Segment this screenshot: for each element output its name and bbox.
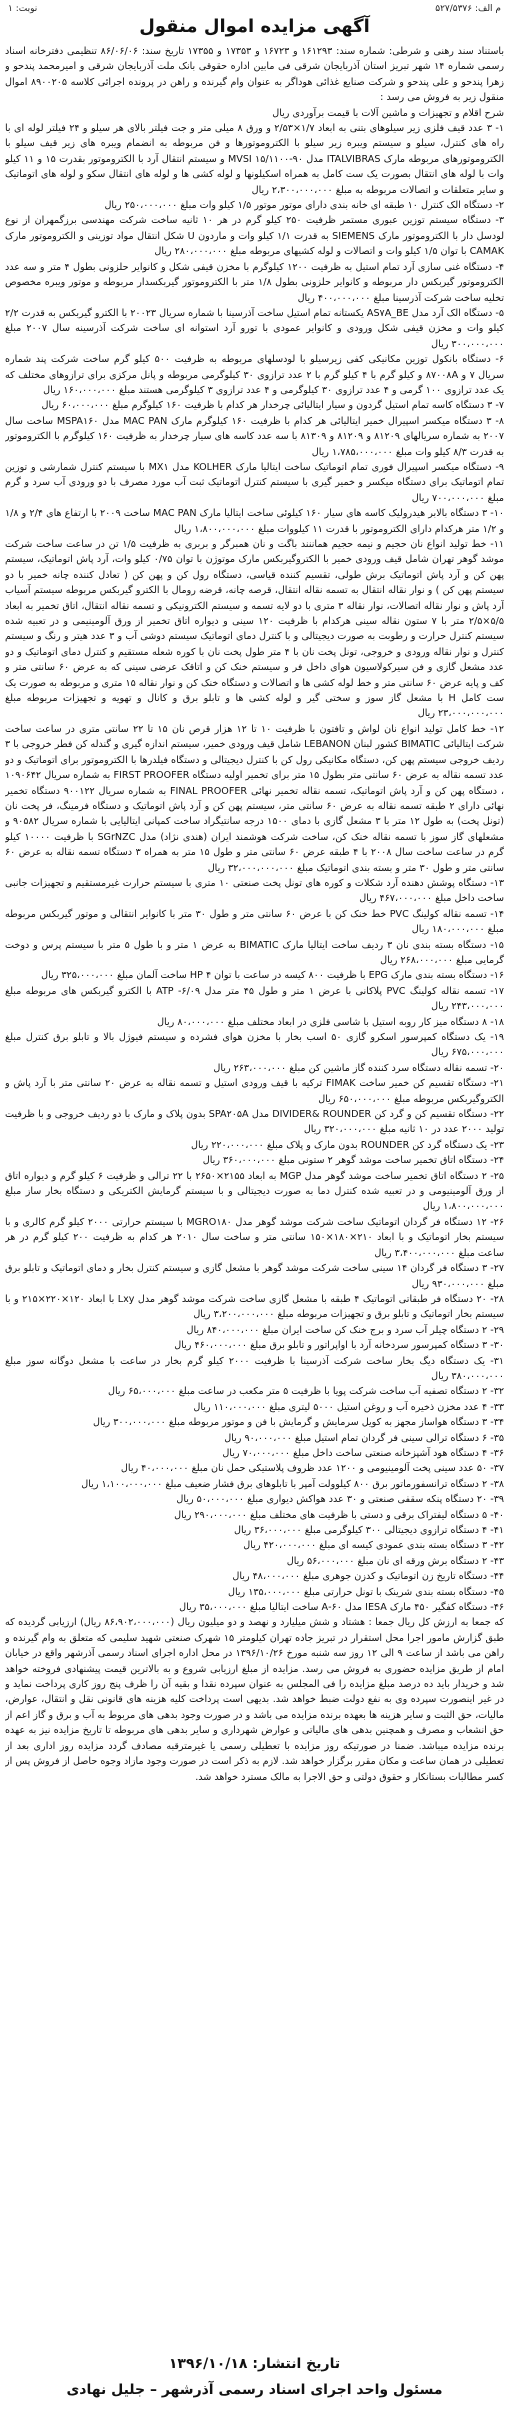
item-paragraph: ۱۶- دستگاه بسته بندی مارک EPG با ظرفیت ۸۰۰ کیسه در ساعت با توان ۴ HP ساخت آلمان مبلغ ۳۲۵،۰۰۰،۰۰۰ ریال — [41, 970, 504, 982]
item-paragraph: ۴۵- دستگاه بسته بندی شرینک با تونل حرارتی مبلغ ۱۳۵،۰۰۰،۰۰۰ ریال — [227, 1586, 504, 1598]
item-paragraph: ۳- دستگاه سیستم توزین عبوری مستمر ظرفیت ۲۵۰ کیلو گرم در هر ۱۰ ثانیه ساخت شرکت مهندسی برزگمهران از نوع لودسل دار با الکتروموتور مارک SIEMENS به قدرت ۱/۱ کیلو وات و ماردون U شکل انتقال مواد توزینی و الکتروموتور مارک CAMAK با توان ۱/۵ کیلو وات و اتصالات و لوله کشیهای مربوطه مبلغ ۲۸۰،۰۰۰،۰۰۰ ریال — [5, 215, 504, 258]
item-paragraph: ۲۸- ۲۰ دستگاه فر طبقاتی اتوماتیک ۴ طبقه با مشعل گازی ساخت شرکت موشد گوهر مدل Lxy با ابعاد ۱۲۰×۲۲۰×۲۱۵ و با سیستم بخار اتوماتیک و تابلو برق و تجهیزات مربوطه مبلغ ۳،۲۰۰،۰۰۰،۰۰۰ ریال — [5, 1293, 504, 1321]
item-paragraph: ۵- دستگاه الک آرد مدل AS۷A_BE یکستانه تمام استیل ساخت آذرسینا با شماره سریال ۲۰۰۲۳ با الکترو گیربکس به قدرت ۲/۲ کیلو وات و مخزن قیفی شکل ورودی و کانوایر عمودی با تورو آرد استوانه ای ساخت شرکت آذرسینه سال ۲۰۰۷ مبلغ ۳۰۰،۰۰۰،۰۰۰ ریال — [5, 307, 504, 350]
item-paragraph: ۷- ۳ دستگاه کاسه تمام استیل گردون و سیار ایتالیائی چرخدار هر کدام با ظرفیت ۱۶۰ کیلوگرم مبلغ ۶۰،۰۰۰،۰۰۰ ریال — [41, 400, 504, 412]
item-paragraph: ۲۳- یک دستگاه گرد کن ROUNDER بدون مارک و پلاک مبلغ ۲۲۰،۰۰۰،۰۰۰ ریال — [190, 1139, 504, 1151]
item-paragraph: ۶- دستگاه بانکول توزین مکانیکی کفی زیرسیلو با لودسلهای مربوطه به ظرفیت ۵۰۰ کیلو گرم ساخت شرکت پند شماره سریال ۷ و ۸۷۰۰۸A و کیلو گرم با ۴ کیلو گرم با ۲ عدد ترازوی ۳۰ کیلوگرمی مربوطه و پانل مرکزی برای ترازوهای مختلف که یک عدد ترازوی ۱۰۰ گرمی و ۴ عدد ترازوی ۳۰ کیلوگرمی و ۴ عدد ترازوی ۳ کیلوگرمی هستند مبلغ ۱۶۰،۰۰۰،۰۰۰ ریال — [5, 354, 504, 396]
item-paragraph: ۱۳- دستگاه پوشش دهنده آرد شکلات و کوره های تونل پخت صنعتی ۱۰ متری با سیستم حرارت غیرمستقیم و تجهیزات جانبی ساخت داخل مبلغ ۴۶۷،۰۰۰،۰۰۰ ریال — [5, 877, 504, 905]
intro-paragraph: باستناد سند رهنی و شرطی: شماره سند: ۱۶۱۲۹۳ و ۱۶۷۲۳ و ۱۷۳۵۳ و ۱۷۳۵۵ تاریخ سند: ۸۶/۰۶/۰۶ تنظیمی دفترخانه اسناد رسمی شماره ۱۴ شهر تبریز استان آذربایجان شرقی فی مابین اداره حقوقی بانک ملت آذربایجان شرقی و امیرمحمد پندحو و زهرا پندحو و علی پندحو و شرکت صنایع غذائی هوداگر به عنوان وام گیرنده و راهن در پرونده اجرائی کلاسه ۸۹۰۰۲۰۵ اموال منقول زیر به فروش می رسد : — [5, 46, 504, 104]
item-paragraph: ۳۸- ۲ دستگاه ترانسفورماتور برق ۸۰۰ کیلوولت آمپر با تابلوهای برق فشار ضعیف مبلغ ۱،۱۰۰،۰۰۰،۰۰۰ ریال — [81, 1478, 504, 1490]
item-paragraph: ۲۶- ۱۲ دستگاه فر گردان اتوماتیک ساخت شرکت موشد گوهر مدل MGRO۱۸۰ با سیستم حرارتی ۲۰۰۰ کیلو گرم کالری و با سیستم بخار اتوماتیک و با ابعاد ۲۱۰×۱۸۰×۱۵۰ سانتی متر و ساخت سال ۲۰۱۰ هر کدام به ظرفیت ۲۰۰ کیلو گرم در هر ساعت مبلغ ۳،۴۰۰،۰۰۰،۰۰۰ ریال — [5, 1216, 504, 1259]
item-paragraph: ۲۱- دستگاه تقسیم کن خمیر ساخت FIMAK ترکیه با قیف ورودی استیل و تسمه نقاله به عرض ۲۰ سانتی متر با آرد پاش و الکتروگیربکس مربوطه مبلغ ۶۵۰،۰۰۰،۰۰۰ ریال — [5, 1078, 504, 1105]
item-paragraph: ۱- ۳ عدد قیف فلزی زیر سیلوهای بتنی به ابعاد ۱/۷×۲/۵۳ و ورق ۸ میلی متر و جت فیلتر بالای هر سیلو و ۲۴ فیلتر لوله ای با راه های کنترل، سیلو و سیستم ویبره زیر سیلو با الکتروموتورها و فن مربوطه به انضمام ویبره های زیر قیف سیلو با الکتروموتورهای مربوطه مارک ITALVIBRAS مدل MVSI ۱۵/۱۱۰۰-۹۰ و سیستم انتقال آرد با الکتروموتور بقدرت ۱۵ و ۱۱ کیلو وات با لوله های انتقال بصورت یک ست کامل به همراه اسکیلونها و لوله کشی ها و لوله های انتقال سکو و لوله های اتوماتیک و سایر متعلقات و اتصالات مربوطه به مبلغ ۲،۳۰۰،۰۰۰،۰۰۰ ریال — [5, 123, 504, 196]
item-paragraph: ۲۴- دستگاه اتاق تخمیر ساخت موشد گوهر ۲ ستونی مبلغ ۳۶۰،۰۰۰،۰۰۰ ریال — [202, 1155, 504, 1167]
item-paragraph: ۲۹- ۲ دستگاه چیلر آب سرد و برج خنک کن ساخت ایران مبلغ ۸۴۰،۰۰۰،۰۰۰ ریال — [186, 1324, 504, 1336]
item-paragraph: ۱۲- خط کامل تولید انواع نان لواش و تافتون با ظرفیت ۱۰ تا ۱۲ هزار قرص نان ۱۵ تا ۲۲ سانتی متری در ساعت ساخت شرکت ایتالیائی BIMATIC کشور لبنان LEBANON شامل قیف ورودی خمیر، سیستم اندازه گیری و گندله کن فطر خروجی با ۳ ردیف خروجی سیستم پهن کن، دستگاه مکانیکی رول کن با کنترل دیجیتالی و دستگاه فیلدرها با الکتروموتور برای اتوماتیک و دو عدد تسمه نقاله به عرض ۶۰ سانتی متر بطول ۱۵ متر برای تخمیر اولیه دستگاه FIRST PROOFER به شماره سریال ۱۰۹۰۶۴۲ ، دستگاه پهن کن و آرد پاش اتوماتیک، تسمه نقاله تخمیر نهائی FINAL PROOFER به شماره سریال ۹۰۰۱۲۲ دستگاه تخمیر نهائی دارای ۲ طبقه تسمه نقاله به عرض ۶۰ سانتی متر، سیستم پهن کن و آرد پاش اتوماتیک و دستگاه فرمینگ، فر پخت نان (تونل پخت) به طول ۱۲ متر با ۳ مشعل گازی با دمای ۱۵۰۰ درجه سانتیگراد ساخت کمپانی ایتالیایی با شماره سریال ۹۰۵۸۲ و مشعلهای گاز سوز با تسمه نقاله خنک کن، ساخت شرکت هوشمند ایران (هندی نژاد) مدل SGrNZC با ظرفیت ۱۰۰۰۰ کیلو گرم در ساعت ساخت سال ۲۰۰۸ با ۴ طبقه عرض ۶۰ سانتی متر و طول ۱۵ متر به همراه ۳ دستگاه تسمه نقاله به عرض ۶۰ سانتی متر و طول ۳۰ متر و بسته بندی اتوماتیک مبلغ ۳۲،۰۰۰،۰۰۰،۰۰۰ ریال — [5, 723, 504, 874]
item-paragraph: ۴- دستگاه غنی سازی آرد تمام استیل به ظرفیت ۱۲۰۰ کیلوگرم با مخزن قیفی شکل و کانوایر حلزونی بطول ۴ متر و سه عدد الکتروموتور گیربکس دار مربوطه و کانوایر حلزونی بطول ۱/۸ متر با الکتروموتور گیربکسدار مربوطه و موتور ویبره مخصوص تخلیه ساخت شرکت آذرسینا مبلغ ۴۰۰،۰۰۰،۰۰۰ ریال — [5, 261, 504, 304]
item-paragraph: ۲۰- تسمه نقاله دستگاه سرد کننده گاز ماشین کن مبلغ ۲۶۳،۰۰۰،۰۰۰ ریال — [213, 1062, 504, 1074]
item-paragraph: ۹- دستگاه میکسر اسپیرال فوری تمام اتوماتیک ساخت ایتالیا مارک KOLHER مدل MX۱ با سیستم کنترل شمارشی و توزین تمام اتوماتیک برای دستگاه میکسر و خمیر گیری با سیستم کنترل اتوماتیک ثبت آب مورد مصرف با دو ورودی آب سرد و گرم مبلغ ۷۰۰،۰۰۰،۰۰۰ ریال — [5, 461, 504, 504]
item-paragraph: ۳۱- یک دستگاه دیگ بخار ساخت شرکت آذرسینا با ظرفیت ۲۰۰۰ کیلو گرم بخار در ساعت با مشعل دوگانه سوز مبلغ ۳۸۰،۰۰۰،۰۰۰ ریال — [5, 1355, 504, 1382]
item-paragraph: ۴۲- ۳ دستگاه بسته بندی عمودی کیسه ای مبلغ ۴۲۰،۰۰۰،۰۰۰ ریال — [243, 1540, 504, 1552]
item-paragraph: ۲- دستگاه الک کنترل ۱۰ طبقه ای خانه بندی دارای موتور موتور ۱/۵ کیلو وات مبلغ ۲۵۰،۰۰۰،۰۰۰ ریال — [104, 200, 504, 212]
item-paragraph: ۲۲- دستگاه تقسیم کن و گرد کن DIVIDER& ROUNDER مدل SPA۲۰۵A بدون پلاک و مارک با دو ردیف خروجی و با ظرفیت تولید ۲۰۰۰ عدد در ۱۰ ثانیه مبلغ ۳۲۰،۰۰۰،۰۰۰ ریال — [5, 1109, 504, 1136]
signature-line: مسئول واحد اجرای اسناد رسمی آذرشهر – جلیل نهادی — [66, 2382, 443, 2398]
notice-body — [5, 44, 504, 2349]
item-paragraph: ۳۶- ۴ دستگاه هود آشپزخانه صنعتی ساخت داخل مبلغ ۷۰،۰۰۰،۰۰۰ ریال — [222, 1447, 504, 1459]
item-paragraph: ۲۷- ۳ دستگاه فر گردان ۱۴ سینی ساخت شرکت موشد گوهر با مشعل گازی و سیستم کنترل بخار و دمای اتوماتیک و تابلو برق مبلغ ۹۳۰،۰۰۰،۰۰۰ ریال — [5, 1263, 504, 1290]
item-paragraph: ۴۶- دستگاه کفگیر ۴۵۰ مارک IESA مدل ۶۰-A ساخت ایتالیا مبلغ ۳۵،۰۰۰،۰۰۰ ریال — [179, 1602, 504, 1614]
item-paragraph: ۱۷- تسمه نقاله کولینگ PVC پلاکانی با عرض ۱ متر و طول ۴۵ متر مدل ATP -۶/۰۹ با الکترو گیربکس های مربوطه مبلغ ۲۴۳،۰۰۰،۰۰۰ ریال — [5, 985, 504, 1013]
publication-date: تاریخ انتشار: ۱۳۹۶/۱۰/۱۸ — [168, 2356, 341, 2372]
item-paragraph: ۳۰- ۳ دستگاه کمپرسور سردخانه آرد با اواپراتور و تابلو برق مبلغ ۴۶۰،۰۰۰،۰۰۰ ریال — [174, 1340, 504, 1352]
item-paragraph: ۴۴- دستگاه تاریخ زن اتوماتیک و کدزن جوهری مبلغ ۴۸،۰۰۰،۰۰۰ ریال — [232, 1571, 504, 1583]
item-paragraph: ۸- ۳ دستگاه میکسر اسپیرال خمیر ایتالیائی هر کدام با ظرفیت ۱۶۰ کیلوگرم مارک MAC PAN مدل MSPA۱۶۰ ساخت سال ۲۰۰۷ به شماره سریالهای ۸۱۲۰۹ و ۸۱۲۰۹ و ۸۱۳۰۹ با سه عدد کاسه های سیار چرخدار به ظرفیت ۱۶۰ کیلوگرم با الکتروموتور به قدرت ۸/۳ کیلو وات مبلغ ۱،۷۸۵،۰۰۰،۰۰۰ ریال — [5, 415, 504, 458]
item-paragraph: ۴۳- ۲ دستگاه برش ورقه ای نان مبلغ ۵۶،۰۰۰،۰۰۰ ریال — [286, 1555, 504, 1567]
item-paragraph: ۳۲- ۲ دستگاه تصفیه آب ساخت شرکت پویا با ظرفیت ۵ متر مکعب در ساعت مبلغ ۶۵،۰۰۰،۰۰۰ ریال — [107, 1386, 504, 1398]
publication-round: نوبت: ۱ — [8, 4, 38, 14]
item-paragraph: ۳۷- ۵۰ عدد سینی پخت آلومینیومی و ۱۲۰۰ عدد ظروف پلاستیکی حمل نان مبلغ ۴۰،۰۰۰،۰۰۰ ریال — [120, 1463, 504, 1475]
item-paragraph: ۱۹- یک دستگاه کمپرسور اسکرو گازی ۵۰ اسب بخار با مخزن هوای فشرده و سیستم فیوژل بالا و تابلو برق کنترل مبلغ ۶۷۵،۰۰۰،۰۰۰ ریال — [5, 1032, 504, 1059]
item-paragraph: که جمعا به ارزش کل ریال جمعا : هشتاد و شش میلیارد و نهصد و دو میلیون ریال (۸۶،۹۰۲،۰۰۰،۰۰۰ ریال) ارزیابی گردیده که طبق گزارش مامور اجرا محل استقرار در تبریز جاده تهران کیلومتر ۱۵ شهرک صنعتی شهید سلیمی که متعلق به وام گیرنده و راهن می باشد از ساعت ۹ الی ۱۲ روز سه شنبه مورخ ۱۳۹۶/۱۰/۲۶ در محل اداره اجرای اسناد رسمی آذرشهر واقع در خیابان امام از طریق مزایده حضوری به فروش می رسد. مزایده از مبلغ ارزیابی شروع و به بالاترین قیمت پیشنهادی فروخته خواهد شد و خریدار باید ده درصد مبلغ مزایده را فی المجلس به عنوان سپرده نقدا و بقیه آن را ظرف پنج روز کاری پرداخت نماید و در غیر اینصورت سپرده وی به نفع دولت ضبط خواهد شد. بدیهی است پرداخت کلیه هزینه های قانونی نقل و انتقال، عوارض، مالیات، حق الثبت و سایر هزینه ها بعهده برنده مزایده می باشد و در صورت وجود بدهی های مربوط به آب و برق و گاز اعم از حق انشعاب و مصرف و همچنین بدهی های مالیاتی و عوارض شهرداری و سایر بدهی های مربوطه تا تاریخ مزایده نیز به عهده برنده مزایده میباشد. ضمنا در صورتیکه روز مزایده با تعطیلی رسمی یا غیرمترقبه مصادف گردد مزایده روز اداری بعد از تعطیلی در همان ساعت و مکان مقرر برگزار خواهد شد. لازم به ذکر است در صورت وجود مازاد وجوه حاصل از فروش پس از کسر مطالبات بستانکار و حقوق دولتی و حق الاجرا به مالک مسترد خواهد شد. — [5, 1617, 504, 1783]
item-paragraph: ۳۹- ۲۰ دستگاه پنکه سقفی صنعتی و ۳۰ عدد هواکش دیواری مبلغ ۵۰،۰۰۰،۰۰۰ ریال — [176, 1494, 504, 1506]
item-paragraph: شرح اقلام و تجهیزات و ماشین آلات با قیمت برآوردی ریال — [272, 107, 504, 119]
item-paragraph: ۳۳- ۴ عدد مخزن ذخیره آب و روغن استیل ۵۰۰۰ لیتری مبلغ ۱۱۰،۰۰۰،۰۰۰ ریال — [193, 1401, 504, 1413]
item-paragraph: ۳۵- ۶ دستگاه ترالی سینی فر گردان تمام استیل مبلغ ۹۰،۰۰۰،۰۰۰ ریال — [224, 1432, 504, 1444]
item-paragraph: ۴۰- ۵ دستگاه لیفتراک برقی و دستی با ظرفیت های مختلف مبلغ ۲۹۰،۰۰۰،۰۰۰ ریال — [174, 1509, 504, 1521]
item-paragraph: ۳۴- ۳ دستگاه هواساز مجهز به کویل سرمایش و گرمایش با فن و موتور مربوطه مبلغ ۳۰۰،۰۰۰،۰۰۰ ریال — [93, 1417, 504, 1429]
item-paragraph: ۱۱- خط تولید انواع نان حجیم و نیمه حجیم هماننند باگت و نان همبرگر و بربری به ظرفیت ۱/۵ تن در ساعت ساخت شرکت موشد گوهر تهران شامل قیف ورودی خمیر با الکتروگیربکس مارک موتوژن با توان ۰/۷۵ کیلو وات، آرد پاش اتوماتیک، سیستم پهن کن و آرد پاش اتوماتیک برش طولی، تقسیم کننده قیاسی، دستگاه رول کن و پهن کن ( تعادل کننده چانه خمیر با دو سیستم پهن کن ) و نوار نقاله انتقال به تسمه نقاله انتقال، قرصه چانه، قرضه رومال با الکترو گیربکس مربوطه سیستم آسیاب آرد پاش و نوار نقاله اتصالات، نوار نقاله ۳ متری با دو لایه تسمه و سیستم الکترونیکی و تسمه نقاله انتقال، اتاق تخمیر به ابعاد ۵/۵×۲/۵ متر با ۷ ستون نقاله سینی هرکدام با ظرفیت ۱۲۰ سینی و دیواره اتاق تخمیر از ورق آلومینیمی و در تعبیه شده سیستم کنترل حرارت و رطوبت به صورت دیجیتالی و با کنترل دمای اتوماتیک سیستم دوشی آب و ۳ عدد هیتر و رنگ و سیستم کنترل و نوار نقاله ورودی و خروجی، تونل پخت نان با ۴ متر طول پخت نان با کوره شعله مستقیم و کنترل دمای اتوماتیک و دو عدد مشعل گازی و فن سیرکولاسیون هوای داخل فر و سیستم خنک کن و اتاقک عرضی سینی که به عرض ۶۰ سانتی متر و کف و پایه عرض ۶۰ سانتی متر و خط لوله کشی ها و اتصالات و دستگاه خنک کن و نوار نقاله ۱۵ متری و مربوطه به صورت یک ست کامل H با مشعل گاز سوز و سختی گیر و لوله کشی ها و تابلو برق و کانال و تهویه و تجهیزات مربوطه مبلغ ۲۳،۰۰۰،۰۰۰،۰۰۰ ریال — [5, 539, 504, 720]
page-title: آگهی مزایده اموال منقول — [139, 16, 370, 37]
item-paragraph: ۲۵- ۲ دستگاه اتاق تخمیر ساخت موشد گوهر مدل MGP به ابعاد ۲۱۵۵×۲۶۵۰ با ۲۲ ترالی و ظرفیت ۶ کیلو گرم و دیواره اتاق از ورق آلومینیومی و در تعبیه شده کنترل دما به صورت دیجیتالی و با سیستم گرمایش الکتریکی و دستگاه بخار ساز مبلغ ۱،۸۰۰،۰۰۰،۰۰۰ ریال — [5, 1170, 504, 1213]
item-paragraph: ۱۵- دستگاه بسته بندی نان ۳ ردیف ساخت ایتالیا مارک BIMATIC به عرض ۱ متر و با طول ۵ متر با سیستم پرس و دوخت گرمایی مبلغ ۲۶۸،۰۰۰،۰۰۰ ریال — [5, 939, 504, 966]
item-paragraph: ۱۸- ۸ دستگاه میز کار روبه استیل با شاسی فلزی در ابعاد مختلف مبلغ ۸۰،۰۰۰،۰۰۰ ریال — [157, 1016, 504, 1028]
reference-code: م الف: ۵۲۷/۵۳۷۶ — [435, 4, 501, 14]
item-paragraph: ۱۴- تسمه نقاله کولینگ PVC خط خنک کن با عرض ۶۰ سانتی متر و طول ۳۰ متر با کانوایر انتقالی و موتور گیربکس مربوطه مبلغ ۱۸۰،۰۰۰،۰۰۰ ریال — [5, 908, 504, 936]
item-paragraph: ۴۱- ۴ دستگاه ترازوی دیجیتالی ۳۰۰ کیلوگرمی مبلغ ۳۶،۰۰۰،۰۰۰ ریال — [233, 1525, 504, 1536]
item-paragraph: ۱۰- ۳ دستگاه بالابر هیدرولیک کاسه های سیار ۱۶۰ کیلوئی ساخت ایتالیا مارک MAC PAN ساخت ۲۰۰۹ با ارتفاع های ۲/۴ و ۱/۸ و ۱/۲ متر هرکدام دارای الکتروموتور با قدرت ۱۱ کیلووات مبلغ ۱،۸۰۰،۰۰۰،۰۰۰ ریال — [5, 508, 504, 535]
